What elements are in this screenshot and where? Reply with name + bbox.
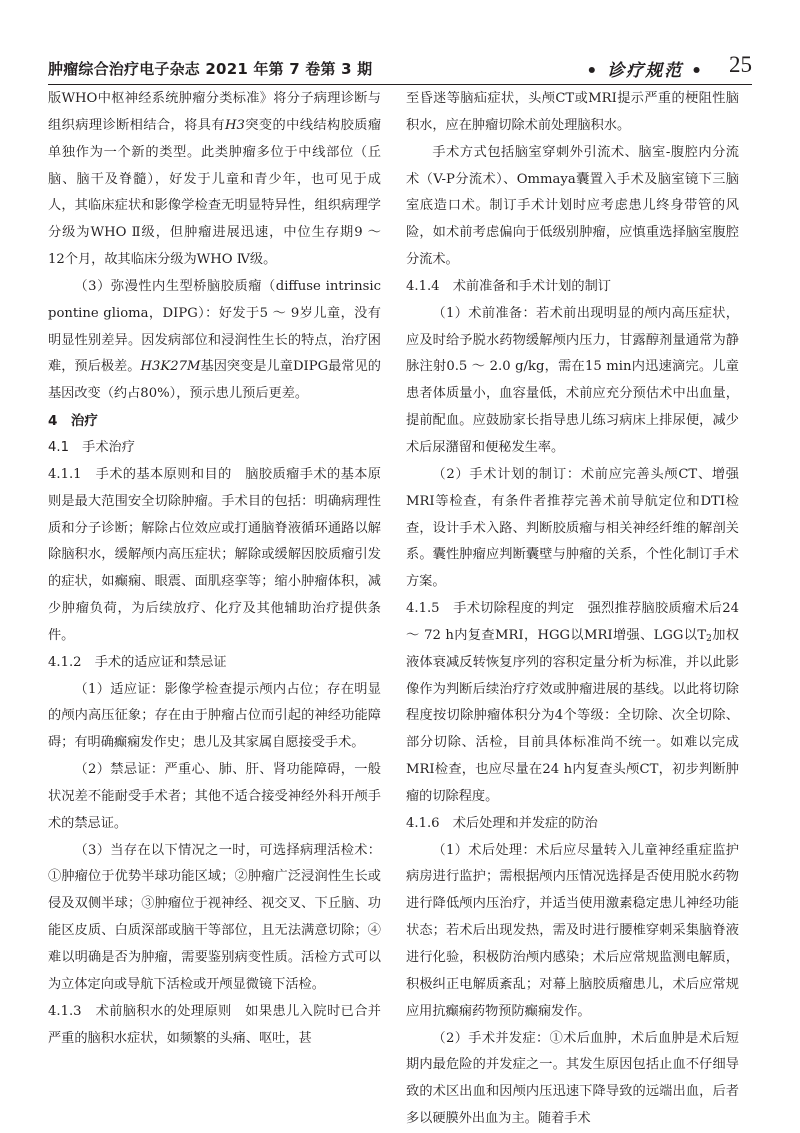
section-heading-4-1: 4.1 手术治疗	[48, 439, 135, 455]
complications-paragraph: （2）手术并发症：①术后血肿，术后血肿是术后短期内最危险的并发症之一。其发生原因包括止血不仔细导致的术区出血和因颅内压迅速下降导致的远端出血，后者多以硬膜外出血为主。随着手术	[406, 1030, 739, 1127]
left-column	[48, 86, 381, 1052]
biopsy-paragraph: （3）当存在以下情况之一时，可选择病理活检术：①肿瘤位于优势半球功能区域；②肿瘤广泛浸润性生长或侵及双侧半球；③肿瘤位于视神经、视交叉、下丘脑、功能区皮质、白质深部或脑干等部位，且无法满意切除；④难以明确是否为肿瘤，需要鉴别病变性质。活检方式可以为立体定向或导航下活检或开颅显微镜下活检。	[48, 842, 381, 992]
surgical-plan-paragraph: （2）手术计划的制订：术前应完善头颅CT、增强MRI等检查，有条件者推荐完善术前导航定位和DTI检查，设计手术入路、判断胶质瘤与相关神经纤维的解剖关系。囊性肿瘤应判断囊壁与肿瘤的关系，个性化制订手术方案。	[406, 466, 739, 590]
page-number: 25	[729, 52, 752, 77]
postop-management-paragraph: （1）术后处理：术后应尽量转入儿童神经重症监护病房进行监护；需根据颅内压情况选择是否使用脱水药物进行降低颅内压治疗，并适当使用激素稳定患儿神经功能状态；若术后出现发热，需及时进行腰椎穿刺采集脑脊液进行化验，积极防治颅内感染；术后应常规监测电解质，积极纠正电解质紊乱；对幕上脑胶质瘤患儿，术后应常规应用抗癫痫药物预防癫痫发作。	[406, 842, 739, 1019]
gene-h3k27m: H3K27M	[140, 359, 201, 375]
section-heading-4-1-2: 4.1.2 手术的适应证和禁忌证	[48, 654, 227, 670]
section-4-1-1: 4.1.1 手术的基本原则和目的 脑胶质瘤手术的基本原则是最大范围安全切除肿瘤。手术目的包括：明确病理性质和分子诊断；解除占位效应或打通脑脊液循环通路以解除脑积水，缓解颅内高压症状；解除或缓解因胶质瘤引发的症状，如癫痫、眼震、面肌痉挛等；缩小肿瘤体积，减少肿瘤负荷，为后续放疗、化疗及其他辅助治疗提供条件。	[48, 466, 381, 643]
gene-h3: H3	[224, 117, 245, 133]
surgery-methods-paragraph: 手术方式包括脑室穿刺外引流术、脑室-腹腔内分流术（V-P分流术）、Ommaya囊置入手术及脑室镜下三脑室底造口术。制订手术计划时应考虑患儿终身带管的风险，如术前考虑偏向于低级别肿瘤，应慎重选择脑室腹腔分流术。	[406, 144, 739, 268]
running-header	[48, 52, 752, 82]
contraindications-paragraph: （2）禁忌证：严重心、肺、肝、肾功能障碍，一般状况差不能耐受手术者；其他不适合接受神经外科开颅手术的禁忌证。	[48, 762, 381, 831]
section-heading-4: 4 治疗	[48, 413, 98, 430]
preop-preparation-paragraph: （1）术前准备：若术前出现明显的颅内高压症状，应及时给予脱水药物缓解颅内压力，甘露醇剂量通常为静脉注射0.5 ～ 2.0 g/kg，需在15 min内迅速滴完。儿童患者体质量小，血容量低，术前应充分预估术中出血量，提前配血。应鼓励家长指导患儿练习病床上排尿便，减少术后尿潴留和便秘发生率。	[406, 305, 739, 455]
indications-paragraph: （1）适应证：影像学检查提示颅内占位；存在明显的颅内高压征象；存在由于肿瘤占位而引起的神经功能障碍；有明确癫痫发作史；患儿及其家属自愿接受手术。	[48, 681, 381, 751]
right-column	[406, 86, 739, 1133]
left-paragraph-dipg: （3）弥漫性内生型桥脑胶质瘤（diffuse intrinsic pontine glioma，DIPG）：好发于5 ～ 9岁儿童，没有明显性别差异。因发病部位和浸润性生长的特点，治疗困难，预后极差。H3K27M基因突变是儿童DIPG最常见的基因改变（约占80%），预示患儿预后更差。	[48, 278, 381, 402]
right-paragraph-1: 至昏迷等脑疝症状，头颅CT或MRI提示严重的梗阻性脑积水，应在肿瘤切除术前处理脑积水。	[406, 91, 739, 133]
t2-subscript: 2	[706, 633, 712, 644]
section-heading-4-1-4: 4.1.4 术前准备和手术计划的制订	[406, 278, 611, 294]
section-tag: • 诊疗规范 •	[586, 61, 704, 81]
section-4-1-3: 4.1.3 术前脑积水的处理原则 如果患儿入院时已合并严重的脑积水症状，如频繁的头痛、呕吐，甚	[48, 1003, 381, 1046]
journal-title: 肿瘤综合治疗电子杂志 2021 年第 7 卷第 3 期	[48, 60, 373, 78]
section-4-1-5: 4.1.5 手术切除程度的判定 强烈推荐脑胶质瘤术后24 ～ 72 h内复查MRI，HGG以MRI增强、LGG以$T_2$加权液体衰减反转恢复序列的容积定量分析为标准，并以此影像作为判断后续治疗疗效或肿瘤进展的基线。以此将切除程度按切除肿瘤体积分为4个等级：全切除、次全切除、部分切除、活检，目前具体标准尚不统一。如难以完成MRI检查，也应尽量在24 h内复查头颅CT，初步判断肿瘤的切除程度。	[406, 601, 740, 804]
left-paragraph-1: 版WHO中枢神经系统肿瘤分类标准》将分子病理诊断与组织病理诊断相结合，将具有H3突变的中线结构胶质瘤单独作为一个新的类型。此类肿瘤多位于中线部位（丘脑、脑干及脊髓），好发于儿童和青少年，也可见于成人，其临床症状和影像学检查无明显特异性，组织病理学分级为WHO Ⅱ级，但肿瘤进展迅速，中位生存期9 ～ 12个月，故其临床分级为WHO Ⅳ级。	[48, 91, 382, 268]
section-heading-4-1-6: 4.1.6 术后处理和并发症的防治	[406, 815, 598, 831]
header-rule	[48, 84, 752, 85]
